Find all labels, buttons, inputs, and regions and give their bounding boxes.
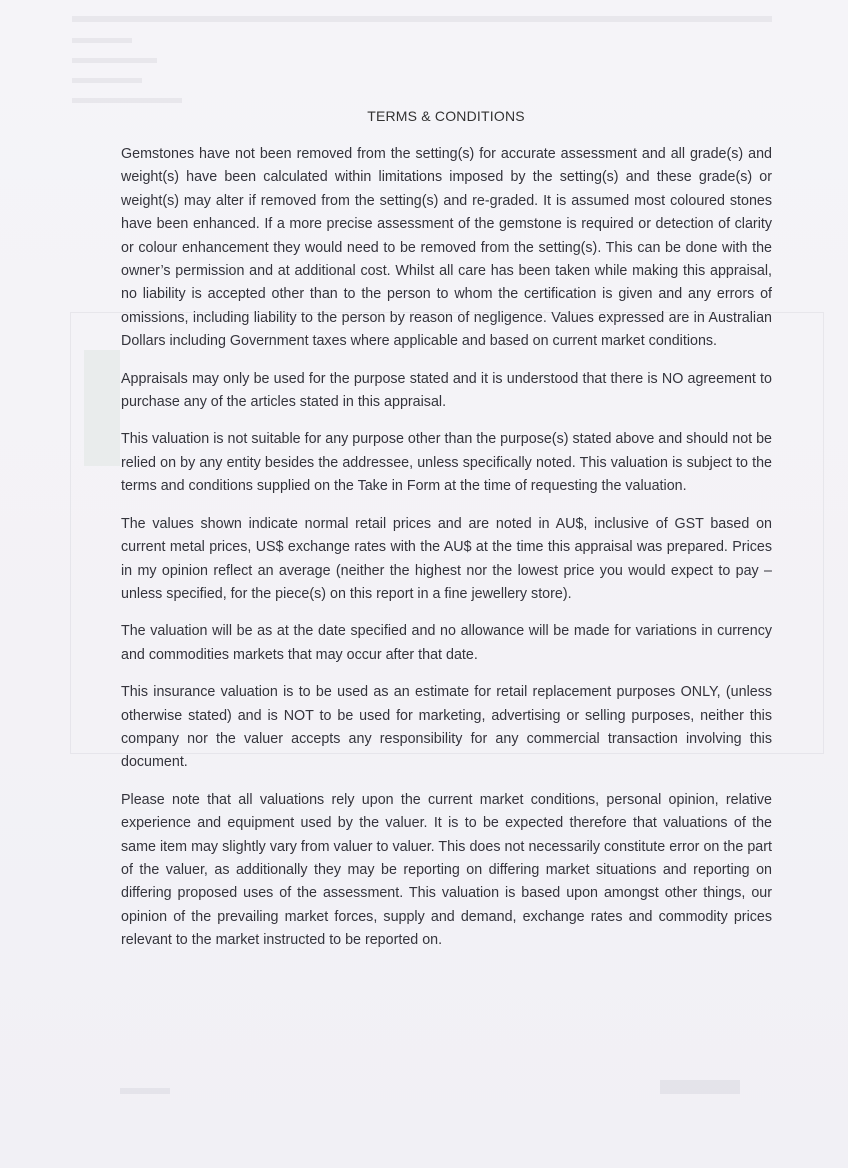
- show-through-header-line: [72, 16, 772, 22]
- terms-paragraph-valuation-date: The valuation will be as at the date specified and no allowance will be made for variations in currency and commodities markets that may occur after that date.: [121, 623, 772, 663]
- show-through-address-line: [72, 98, 182, 103]
- show-through-photo: [84, 350, 120, 466]
- terms-paragraph-market-conditions: Please note that all valuations rely upon the current market conditions, personal opinion, relative experience and equipment used by the valuer. It is to be expected therefore that valuations of the same item may slightly vary from valuer to valuer. This does not necessarily constitute error on the part of the valuer, as additionally they may be reporting on differing market situations and reporting on differing proposed uses of the assessment. This valuation is based upon amongst other things, our opinion of the prevailing market forces, supply and demand, exchange rates and commodity prices relevant to the market instructed to be reported on.: [121, 791, 772, 949]
- terms-paragraph-gemstones: Gemstones have not been removed from the setting(s) for accurate assessment and all grade(s) and weight(s) have been calculated within limitations imposed by the setting(s) and these grade(s) or weight(s) may alter if removed from the setting(s) and re-graded. It is assumed most coloured stones have been enhanced. If a more precise assessment of the gemstone is required or detection of clarity or colour enhancement they would need to be removed from the setting(s). This can be done with the owner’s permission and at additional cost. Whilst all care has been taken while making this appraisal, no liability is accepted other than to the person to whom the certification is given and any errors of omissions, including liability to the person by reason of negligence. Values expressed are in Australian Dollars including Government taxes where applicable and based on current market conditions.: [121, 146, 772, 350]
- show-through-footer-line: [120, 1088, 170, 1094]
- show-through-footer-logo: [660, 1080, 740, 1094]
- terms-paragraph-retail-prices: The values shown indicate normal retail prices and are noted in AU$, inclusive of GST based on current metal prices, US$ exchange rates with the AU$ at the time this appraisal was prepared. Prices in my opinion reflect an average (neither the highest nor the lowest price you would expect to pay – unless specified, for the piece(s) on this report in a fine jewellery store).: [121, 515, 772, 602]
- show-through-address-line: [72, 58, 157, 63]
- terms-paragraph-insurance-use: This insurance valuation is to be used as an estimate for retail replacement purposes ONLY, (unless otherwise stated) and is NOT to be used for marketing, advertising or selling purposes, neither this company nor the valuer accepts any responsibility for any commercial transaction involving this document.: [121, 684, 772, 771]
- show-through-address-line: [72, 78, 142, 83]
- terms-paragraph-purpose: Appraisals may only be used for the purpose stated and it is understood that there is NO agreement to purchase any of the articles stated in this appraisal.: [121, 370, 772, 411]
- terms-body: [121, 143, 772, 967]
- page-title: TERMS & CONDITIONS: [367, 108, 525, 124]
- terms-paragraph-suitability: This valuation is not suitable for any purpose other than the purpose(s) stated above and should not be relied on by any entity besides the addressee, unless specifically noted. This valuation is subject to the terms and conditions supplied on the Take in Form at the time of requesting the valuation.: [121, 431, 772, 495]
- show-through-address-line: [72, 38, 132, 43]
